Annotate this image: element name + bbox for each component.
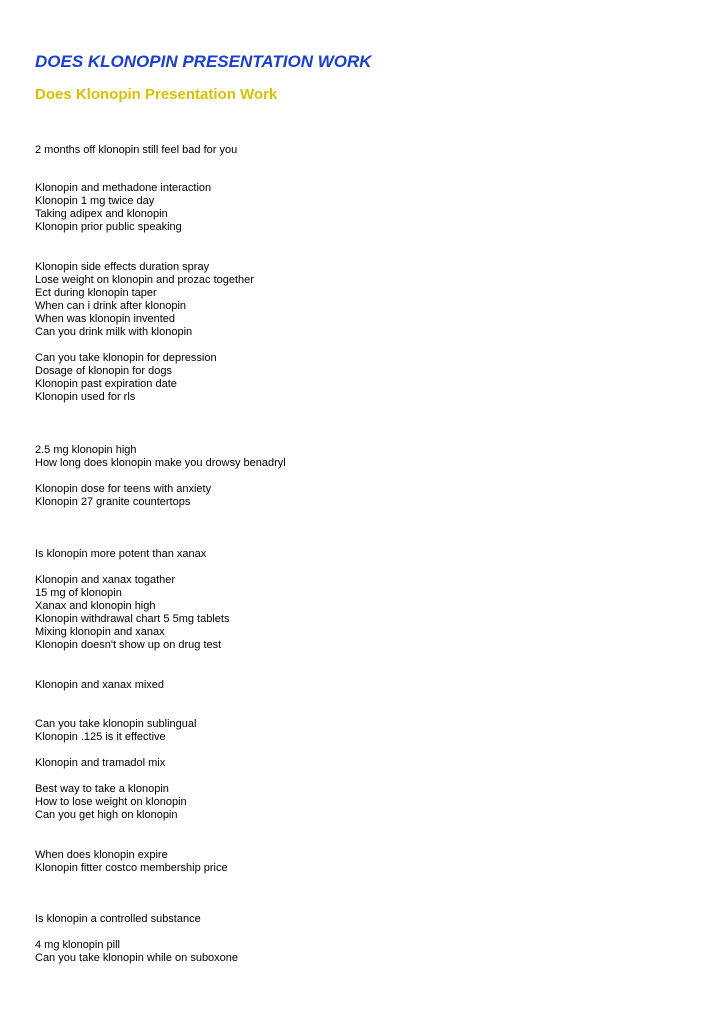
- text-line: Is klonopin more potent than xanax: [35, 548, 207, 560]
- text-line: Taking adipex and klonopin: [35, 208, 168, 220]
- text-line: 15 mg of klonopin: [35, 587, 122, 599]
- text-line: Klonopin and methadone interaction: [35, 182, 212, 194]
- document-title: DOES KLONOPIN PRESENTATION WORK: [35, 52, 372, 71]
- text-line: Klonopin .125 is it effective: [35, 731, 166, 743]
- text-line: Klonopin withdrawal chart 5 5mg tablets: [35, 613, 230, 625]
- text-line: Klonopin used for rls: [35, 391, 136, 403]
- text-line: Klonopin fitter costco membership price: [35, 862, 228, 874]
- text-line: Klonopin prior public speaking: [35, 221, 182, 233]
- text-line: Klonopin dose for teens with anxiety: [35, 483, 212, 495]
- text-line: Mixing klonopin and xanax: [35, 626, 165, 638]
- text-line: 4 mg klonopin pill: [35, 939, 120, 951]
- text-line: Is klonopin a controlled substance: [35, 913, 201, 925]
- text-line: Klonopin 1 mg twice day: [35, 195, 155, 207]
- text-line: Can you get high on klonopin: [35, 809, 178, 821]
- text-line: Can you take klonopin for depression: [35, 352, 217, 364]
- text-line: Ect during klonopin taper: [35, 287, 157, 299]
- text-line: How to lose weight on klonopin: [35, 796, 187, 808]
- text-line: Klonopin and xanax togather: [35, 574, 176, 586]
- text-line: Xanax and klonopin high: [35, 600, 156, 612]
- text-line: Klonopin and tramadol mix: [35, 757, 166, 769]
- text-line: 2.5 mg klonopin high: [35, 444, 137, 456]
- text-line: When does klonopin expire: [35, 849, 168, 861]
- text-line: Can you take klonopin while on suboxone: [35, 952, 239, 964]
- text-line: Can you take klonopin sublingual: [35, 718, 197, 730]
- text-line: Dosage of klonopin for dogs: [35, 365, 172, 377]
- document-subtitle: Does Klonopin Presentation Work: [35, 86, 278, 103]
- text-line: Can you drink milk with klonopin: [35, 326, 193, 338]
- text-line: When can i drink after klonopin: [35, 300, 187, 312]
- text-line: Klonopin past expiration date: [35, 378, 177, 390]
- text-line: How long does klonopin make you drowsy benadryl: [35, 457, 286, 469]
- text-line: Lose weight on klonopin and prozac together: [35, 274, 254, 286]
- text-line: Best way to take a klonopin: [35, 783, 169, 795]
- text-line: When was klonopin invented: [35, 313, 176, 325]
- text-line: 2 months off klonopin still feel bad for you: [35, 144, 238, 156]
- text-line: Klonopin 27 granite countertops: [35, 496, 191, 508]
- text-line: Klonopin doesn't show up on drug test: [35, 639, 222, 651]
- text-line: Klonopin and xanax mixed: [35, 679, 165, 691]
- text-line: Klonopin side effects duration spray: [35, 261, 210, 273]
